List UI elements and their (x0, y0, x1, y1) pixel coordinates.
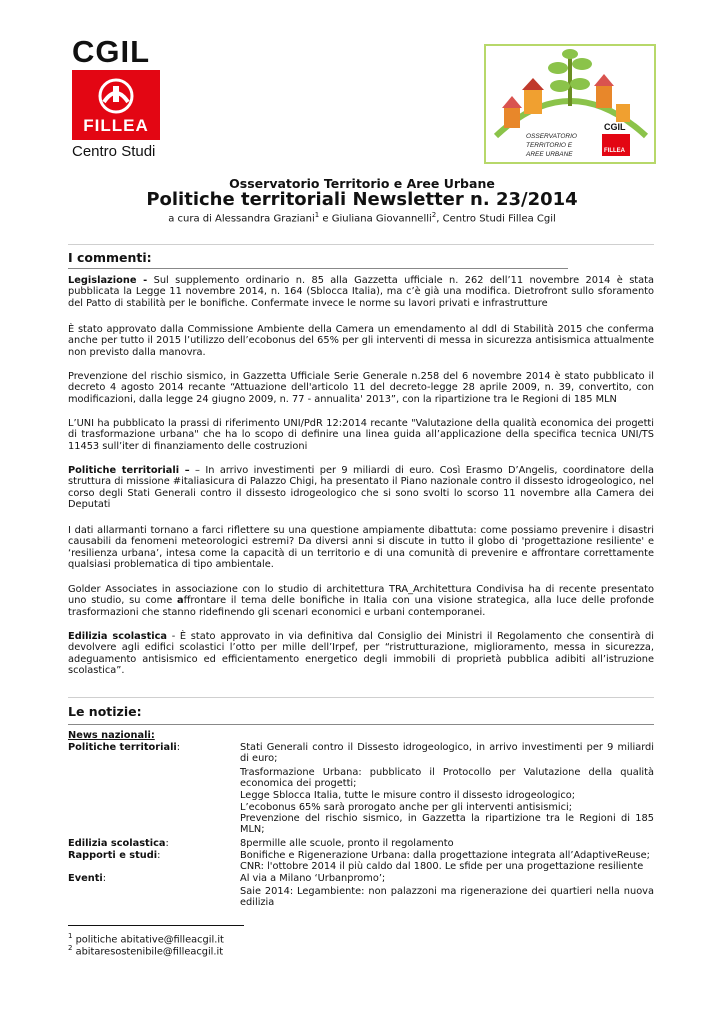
pic-line1: OSSERVATORIO (526, 133, 577, 140)
comment-text: ffrontare il tema delle bonifiche in Italia con una visione strategica, alla luce delle profonde trasformazioni che stanno ridefinendo gli scenari economici e urbani contemporanei. (68, 595, 654, 618)
cgil-emblem-icon (96, 76, 136, 116)
authors-line (0, 211, 724, 224)
comment-legislazione (68, 275, 654, 309)
news-item[interactable]: L’ecobonus 65% sarà prorogato anche per gli interventi antisismici; (240, 802, 573, 813)
divider (68, 724, 654, 725)
comment-bold-letter: a (177, 595, 184, 607)
divider (68, 697, 654, 698)
divider (68, 268, 568, 269)
news-category: Edilizia scolastica (68, 838, 166, 849)
news-row (68, 767, 654, 790)
comment-label: Politiche territoriali – (68, 465, 190, 476)
comment-ecobonus: È stato approvato dalla Commissione Ambiente della Camera un emendamento al ddl di Stabilità 2015 che conferma anche per tutto il 2015 l’utilizzo dell’ecobonus del 65% per gli interventi di messa in sicurezza antisismica attualmente non previsto dalla manovra. (68, 324, 654, 358)
news-item[interactable]: 8permille alle scuole, pronto il regolamento (240, 838, 454, 849)
news-category: Rapporti e studi (68, 850, 158, 861)
news-item[interactable]: Saie 2014: Legambiente: non palazzoni ma rigenerazione dei quartieri nella nuova edilizia (240, 886, 654, 909)
news-item[interactable]: Prevenzione del rischio sismico, in Gazzetta la ripartizione tra le Regioni di 185 MLN; (240, 813, 654, 836)
footnote-separator (68, 925, 244, 926)
news-item[interactable]: Trasformazione Urbana: pubblicato il Protocollo per Valutazione della qualità economica dei progetti; (240, 767, 654, 790)
comment-text: – In arrivo investimenti per 9 miliardi di euro. Così Erasmo D’Angelis, coordinatore della struttura di missione #italiasicura di Palazzo Chigi, ha presentato il Piano nazionale contro il dissesto idrogeologico, nel corso degli Stati Generali contro il dissesto idrogeologico che si sono svolti lo scorso 11 novembre alla Camera dei Deputati (68, 465, 654, 511)
authors-mid: e Giuliana Giovannelli (319, 213, 432, 225)
news-category: Politiche territoriali (68, 742, 177, 753)
comment-resilienza: I dati allarmanti tornano a farci riflettere su una questione ampiamente dibattuta: come possiamo prevenire i disastri causabili da fenomeni meteorologici estremi? Da diversi anni si discute in tutto il globo di 'progettazione resiliente' e ‘resilienza urbana’, intesa come la capacità di un territorio e di una comunità di prevenire e affrontare correttamente qualsiasi problematica di tipo ambientale. (68, 525, 654, 571)
pic-brand1: CGIL (604, 122, 626, 132)
news-category: Eventi (68, 873, 103, 884)
observatory-illustration (484, 44, 656, 164)
comment-text: Golder Associates in associazione con lo studio di architettura TRA_Architettura Condivisa ha di recente presentato uno studio, su come (68, 584, 654, 607)
comment-rischio-sismico: Prevenzione del rischio sismico, in Gazzetta Ufficiale Serie Generale n.258 del 6 novembre 2014 è stato pubblicato il decreto 4 agosto 2014 recante “Attuazione dell'articolo 11 del decreto-legge 28 aprile 2009, n. 39, convertito, con modificazioni, dalla legge 24 giugno 2009, n. 77 - annualita' 2013”, con la ripartizione tra le Regioni di 185 MLN (68, 371, 654, 405)
comment-politiche (68, 465, 654, 511)
divider (68, 244, 654, 245)
news-colon: : (102, 873, 107, 884)
pic-line2: TERRITORIO E (526, 142, 573, 149)
pic-line3: AREE URBANE (526, 151, 573, 158)
comment-edilizia (68, 631, 654, 677)
footnote-number: 2 (68, 944, 73, 952)
footnote-number: 1 (68, 932, 73, 940)
footnote-email[interactable]: abitaresostenibile@filleacgil.it (72, 946, 224, 958)
news-colon: : (176, 742, 181, 753)
news-colon: : (165, 838, 169, 849)
footnote-email[interactable]: politiche abitative@filleacgil.it (72, 934, 224, 946)
comment-golder (68, 584, 654, 618)
newsletter-title: Politiche territoriali Newsletter n. 23/2014 (146, 189, 578, 210)
fillea-logo (72, 70, 160, 140)
houses-tree-illustration (486, 46, 654, 162)
comment-text: - È stato approvato in via definitiva dal Consiglio dei Ministri il Regolamento che consentirà di devolvere agli edifici scolastici l’otto per mille dell’Irpef, per “ristrutturazione, miglioramento, messa in sicurezza, adeguamento antisismico ed efficientamento energetico degli immobili di proprietà pubblica adibiti all’istruzione scolastica”. (68, 631, 654, 677)
news-row (68, 813, 654, 836)
authors-pre: a cura di Alessandra Graziani (168, 213, 315, 225)
pic-brand2: FILLEA (604, 148, 625, 154)
footnote-ref-2[interactable]: 2 (431, 211, 437, 219)
fillea-logo-text: FILLEA (83, 116, 149, 135)
news-item[interactable]: Legge Sblocca Italia, tutte le misure contro il dissesto idrogeologico; (240, 790, 576, 801)
news-item[interactable]: Al via a Milano ‘Urbanpromo’; (240, 873, 386, 884)
news-item[interactable]: Bonifiche e Rigenerazione Urbana: dalla progettazione integrata all’AdaptiveReuse; (240, 850, 650, 861)
comment-label: Legislazione - (68, 275, 148, 286)
comment-label: Edilizia scolastica (68, 631, 168, 642)
footnote-ref-1[interactable]: 1 (314, 211, 320, 219)
news-row (68, 742, 654, 765)
authors-post: , Centro Studi Fillea Cgil (436, 213, 556, 225)
news-item[interactable]: CNR: l'ottobre 2014 il più caldo dal 1800. Le sfide per una progettazione resiliente (240, 861, 644, 872)
cgil-logo-text: CGIL (72, 34, 151, 69)
news-heading: Le notizie: (68, 704, 142, 719)
news-item[interactable]: Stati Generali contro il Dissesto idrogeologico, in arrivo investimenti per 9 miliardi di euro; (240, 742, 654, 765)
comment-uni: L’UNI ha pubblicato la prassi di riferimento UNI/PdR 12:2014 recante "Valutazione della qualità economica dei progetti di trasformazione urbana" che ha lo scopo di definire una linea guida all’applicazione della specifica tecnica UNI/TS 11453 sull’iter di finanziamento delle costruzioni (68, 418, 654, 452)
comment-text: Sul supplemento ordinario n. 85 alla Gazzetta ufficiale n. 262 dell’11 novembre 2014 è stata pubblicata la Legge 11 novembre 2014, n. 164 (Sblocca Italia), ma c’è già una modifica. Dietrofront sullo sforamento del Patto di stabilità per le bonifiche. Confermate invece le norme su lavori privati e infrastrutture (68, 275, 654, 309)
centro-studi-label: Centro Studi (72, 143, 156, 160)
comments-heading: I commenti: (68, 250, 152, 265)
news-row (68, 886, 654, 909)
news-subheading: News nazionali: (68, 730, 155, 741)
footnote-2 (68, 944, 223, 957)
observatory-title: Osservatorio Territorio e Aree Urbane (229, 176, 495, 191)
news-colon: : (157, 850, 161, 861)
